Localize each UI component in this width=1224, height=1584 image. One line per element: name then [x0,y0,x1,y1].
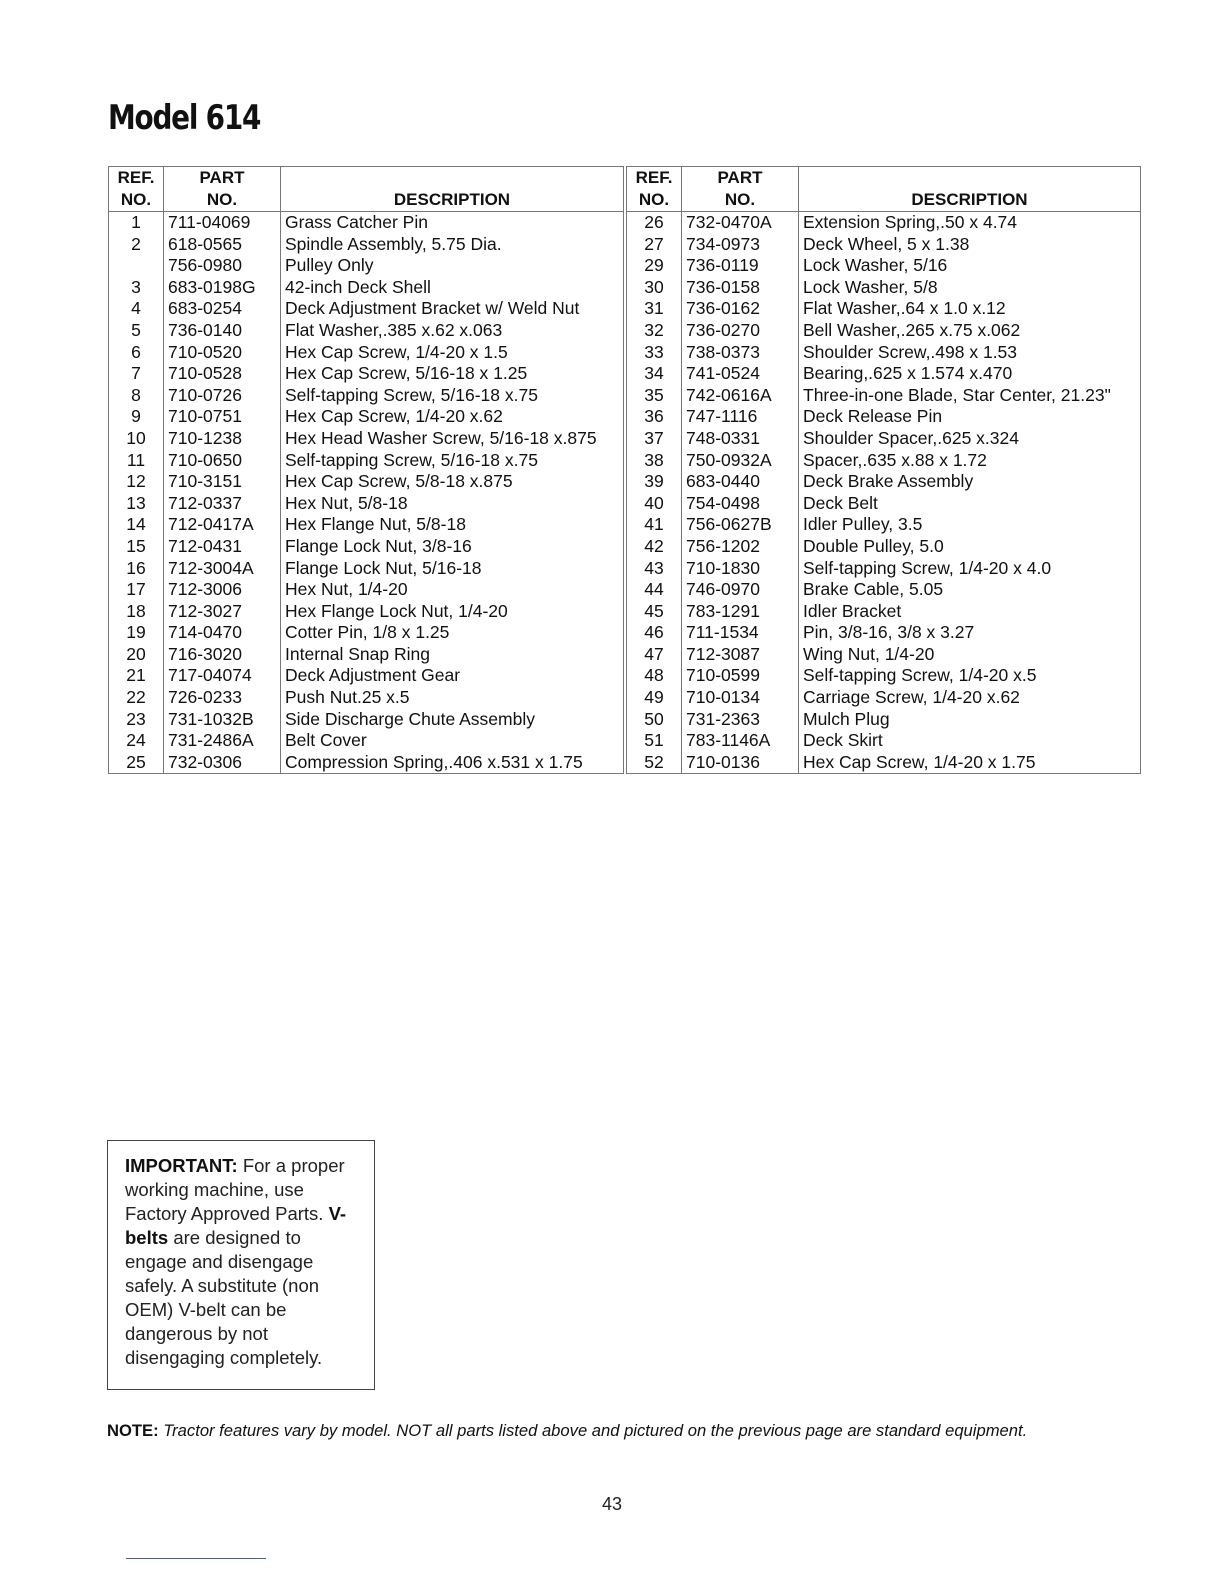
ref-no-cell: 16 [109,558,164,580]
part-no-cell: 736-0140 [164,320,281,342]
table-row [627,320,1141,342]
table-row [627,752,1141,774]
description-cell: Shoulder Spacer,.625 x.324 [799,428,1141,450]
table-row [627,687,1141,709]
table-row [109,536,624,558]
description-cell: Hex Cap Screw, 1/4-20 x 1.5 [281,342,624,364]
ref-no-cell: 18 [109,601,164,623]
table-row [627,212,1141,234]
parts-table-right-body [627,212,1141,774]
ref-no-cell: 14 [109,514,164,536]
ref-no-cell: 35 [627,385,682,407]
part-no-cell: 711-1534 [682,622,799,644]
ref-no-header: REF. NO. [627,167,682,212]
part-no-cell: 736-0119 [682,255,799,277]
ref-no-cell: 29 [627,255,682,277]
part-no-cell: 710-0136 [682,752,799,774]
description-cell: Push Nut.25 x.5 [281,687,624,709]
part-no-cell: 714-0470 [164,622,281,644]
part-no-cell: 741-0524 [682,363,799,385]
part-no-cell: 756-1202 [682,536,799,558]
part-no-header: PART NO. [164,167,281,212]
description-cell: Shoulder Screw,.498 x 1.53 [799,342,1141,364]
description-cell: Hex Nut, 1/4-20 [281,579,624,601]
description-cell: Internal Snap Ring [281,644,624,666]
table-header-row [109,167,624,212]
table-row [109,709,624,731]
description-cell: Extension Spring,.50 x 4.74 [799,212,1141,234]
ref-no-cell [109,255,164,277]
part-no-cell: 742-0616A [682,385,799,407]
table-row [627,385,1141,407]
table-row [627,471,1141,493]
table-row [109,385,624,407]
description-cell: Lock Washer, 5/16 [799,255,1141,277]
table-row [627,536,1141,558]
description-header: DESCRIPTION [281,167,624,212]
part-no-cell: 736-0162 [682,298,799,320]
part-no-cell: 710-3151 [164,471,281,493]
important-label: IMPORTANT: [125,1155,238,1176]
footer-rule [126,1558,266,1559]
ref-no-cell: 27 [627,234,682,256]
part-no-cell: 712-0431 [164,536,281,558]
ref-no-cell: 52 [627,752,682,774]
description-cell: Self-tapping Screw, 5/16-18 x.75 [281,385,624,407]
ref-no-cell: 13 [109,493,164,515]
part-no-cell: 736-0270 [682,320,799,342]
description-cell: Self-tapping Screw, 1/4-20 x 4.0 [799,558,1141,580]
part-no-cell: 746-0970 [682,579,799,601]
table-row [109,298,624,320]
table-row [627,255,1141,277]
ref-no-cell: 3 [109,277,164,299]
description-cell: Deck Wheel, 5 x 1.38 [799,234,1141,256]
note-label: NOTE: [107,1421,159,1440]
ref-no-cell: 48 [627,665,682,687]
part-no-cell: 712-3087 [682,644,799,666]
part-no-cell: 736-0158 [682,277,799,299]
part-no-cell: 748-0331 [682,428,799,450]
description-cell: Three-in-one Blade, Star Center, 21.23" [799,385,1141,407]
part-no-cell: 712-3006 [164,579,281,601]
table-row [109,363,624,385]
ref-no-cell: 24 [109,730,164,752]
description-cell: Spacer,.635 x.88 x 1.72 [799,450,1141,472]
table-row [109,255,624,277]
part-no-cell: 710-1830 [682,558,799,580]
description-cell: Carriage Screw, 1/4-20 x.62 [799,687,1141,709]
table-row [627,493,1141,515]
description-cell: Deck Skirt [799,730,1141,752]
part-no-cell: 717-04074 [164,665,281,687]
part-no-cell: 750-0932A [682,450,799,472]
description-cell: Hex Nut, 5/8-18 [281,493,624,515]
description-cell: Wing Nut, 1/4-20 [799,644,1141,666]
part-no-cell: 754-0498 [682,493,799,515]
ref-no-cell: 22 [109,687,164,709]
ref-no-cell: 50 [627,709,682,731]
description-cell: Hex Cap Screw, 1/4-20 x 1.75 [799,752,1141,774]
part-no-cell: 710-0134 [682,687,799,709]
part-no-cell: 712-0417A [164,514,281,536]
ref-no-cell: 9 [109,406,164,428]
ref-no-cell: 21 [109,665,164,687]
part-no-cell: 683-0254 [164,298,281,320]
description-cell: Belt Cover [281,730,624,752]
ref-no-cell: 26 [627,212,682,234]
table-row [109,428,624,450]
important-text-1: For a proper working machine, use Factory Approved Parts. [125,1155,345,1224]
ref-no-cell: 7 [109,363,164,385]
description-cell: Bearing,.625 x 1.574 x.470 [799,363,1141,385]
ref-no-cell: 4 [109,298,164,320]
table-header-row [627,167,1141,212]
ref-no-header: REF. NO. [109,167,164,212]
ref-no-cell: 19 [109,622,164,644]
part-no-cell: 731-2486A [164,730,281,752]
table-row [627,363,1141,385]
description-cell: Hex Cap Screw, 5/16-18 x 1.25 [281,363,624,385]
ref-no-cell: 31 [627,298,682,320]
part-no-cell: 732-0306 [164,752,281,774]
part-no-cell: 756-0980 [164,255,281,277]
ref-no-cell: 30 [627,277,682,299]
description-cell: Hex Flange Nut, 5/8-18 [281,514,624,536]
table-row [627,342,1141,364]
table-row [109,234,624,256]
table-row [627,406,1141,428]
table-row [627,665,1141,687]
description-cell: Flange Lock Nut, 3/8-16 [281,536,624,558]
description-header: DESCRIPTION [799,167,1141,212]
ref-no-cell: 11 [109,450,164,472]
part-no-cell: 710-0650 [164,450,281,472]
description-cell: Compression Spring,.406 x.531 x 1.75 [281,752,624,774]
part-no-cell: 783-1146A [682,730,799,752]
part-no-cell: 712-3027 [164,601,281,623]
part-no-cell: 732-0470A [682,212,799,234]
description-cell: Side Discharge Chute Assembly [281,709,624,731]
ref-no-cell: 32 [627,320,682,342]
table-row [109,644,624,666]
ref-no-cell: 37 [627,428,682,450]
ref-no-cell: 23 [109,709,164,731]
table-row [627,234,1141,256]
description-cell: Flange Lock Nut, 5/16-18 [281,558,624,580]
part-no-cell: 731-1032B [164,709,281,731]
description-cell: Deck Release Pin [799,406,1141,428]
table-row [627,298,1141,320]
description-cell: Lock Washer, 5/8 [799,277,1141,299]
table-row [109,752,624,774]
table-row [627,709,1141,731]
description-cell: Double Pulley, 5.0 [799,536,1141,558]
part-no-cell: 710-0599 [682,665,799,687]
table-row [627,558,1141,580]
ref-no-cell: 12 [109,471,164,493]
ref-no-cell: 36 [627,406,682,428]
part-no-cell: 710-0520 [164,342,281,364]
description-cell: Deck Belt [799,493,1141,515]
note-text: Tractor features vary by model. NOT all parts listed above and pictured on the previous page are standard equipment. [163,1421,1028,1440]
table-row [109,730,624,752]
table-row [109,601,624,623]
part-no-cell: 734-0973 [682,234,799,256]
table-row [109,665,624,687]
part-no-cell: 783-1291 [682,601,799,623]
part-no-header: PART NO. [682,167,799,212]
ref-no-cell: 20 [109,644,164,666]
table-row [109,687,624,709]
table-row [627,428,1141,450]
part-no-cell: 731-2363 [682,709,799,731]
ref-no-cell: 6 [109,342,164,364]
description-cell: Flat Washer,.385 x.62 x.063 [281,320,624,342]
part-no-cell: 710-0751 [164,406,281,428]
description-cell: Hex Flange Lock Nut, 1/4-20 [281,601,624,623]
table-row [627,601,1141,623]
table-row [627,730,1141,752]
description-cell: Idler Pulley, 3.5 [799,514,1141,536]
part-no-cell: 747-1116 [682,406,799,428]
part-no-cell: 726-0233 [164,687,281,709]
part-no-cell: 712-0337 [164,493,281,515]
ref-no-cell: 17 [109,579,164,601]
ref-no-cell: 10 [109,428,164,450]
ref-no-cell: 49 [627,687,682,709]
ref-no-cell: 46 [627,622,682,644]
description-cell: Hex Cap Screw, 1/4-20 x.62 [281,406,624,428]
table-row [109,320,624,342]
ref-no-cell: 43 [627,558,682,580]
ref-no-cell: 44 [627,579,682,601]
description-cell: Brake Cable, 5.05 [799,579,1141,601]
part-no-cell: 710-0528 [164,363,281,385]
table-row [109,493,624,515]
important-notice-box [107,1140,375,1390]
part-no-cell: 712-3004A [164,558,281,580]
description-cell: Self-tapping Screw, 1/4-20 x.5 [799,665,1141,687]
ref-no-cell: 2 [109,234,164,256]
parts-table-left [108,166,624,774]
ref-no-cell: 40 [627,493,682,515]
description-cell: Self-tapping Screw, 5/16-18 x.75 [281,450,624,472]
ref-no-cell: 41 [627,514,682,536]
table-row [109,212,624,234]
ref-no-cell: 47 [627,644,682,666]
part-no-cell: 710-0726 [164,385,281,407]
part-no-cell: 683-0440 [682,471,799,493]
table-row [109,450,624,472]
table-row [627,622,1141,644]
page-number: 43 [601,1494,623,1514]
part-no-cell: 683-0198G [164,277,281,299]
ref-no-cell: 45 [627,601,682,623]
description-cell: 42-inch Deck Shell [281,277,624,299]
table-row [627,644,1141,666]
part-no-cell: 711-04069 [164,212,281,234]
table-row [109,471,624,493]
description-cell: Flat Washer,.64 x 1.0 x.12 [799,298,1141,320]
description-cell: Deck Adjustment Gear [281,665,624,687]
description-cell: Grass Catcher Pin [281,212,624,234]
description-cell: Mulch Plug [799,709,1141,731]
table-row [109,406,624,428]
table-row [627,579,1141,601]
description-cell: Idler Bracket [799,601,1141,623]
part-no-cell: 716-3020 [164,644,281,666]
ref-no-cell: 34 [627,363,682,385]
important-text-2: are designed to engage and disengage safely. A substitute (non OEM) V-belt can be dangerous by not disengaging completely. [125,1227,323,1368]
ref-no-cell: 1 [109,212,164,234]
table-row [627,450,1141,472]
ref-no-cell: 8 [109,385,164,407]
description-cell: Hex Cap Screw, 5/8-18 x.875 [281,471,624,493]
ref-no-cell: 15 [109,536,164,558]
description-cell: Bell Washer,.265 x.75 x.062 [799,320,1141,342]
table-row [627,277,1141,299]
table-row [627,514,1141,536]
page-title: Model 614 [108,98,261,138]
description-cell: Deck Brake Assembly [799,471,1141,493]
ref-no-cell: 51 [627,730,682,752]
ref-no-cell: 38 [627,450,682,472]
table-row [109,514,624,536]
ref-no-cell: 39 [627,471,682,493]
important-vbelts-label: V-belts [125,1203,347,1248]
ref-no-cell: 33 [627,342,682,364]
description-cell: Deck Adjustment Bracket w/ Weld Nut [281,298,624,320]
table-row [109,342,624,364]
part-no-cell: 710-1238 [164,428,281,450]
table-row [109,579,624,601]
description-cell: Pulley Only [281,255,624,277]
parts-table-right [626,166,1141,774]
table-row [109,277,624,299]
ref-no-cell: 5 [109,320,164,342]
note-footer [107,1421,1117,1441]
description-cell: Spindle Assembly, 5.75 Dia. [281,234,624,256]
description-cell: Cotter Pin, 1/8 x 1.25 [281,622,624,644]
part-no-cell: 756-0627B [682,514,799,536]
ref-no-cell: 42 [627,536,682,558]
part-no-cell: 618-0565 [164,234,281,256]
table-row [109,622,624,644]
part-no-cell: 738-0373 [682,342,799,364]
description-cell: Hex Head Washer Screw, 5/16-18 x.875 [281,428,624,450]
parts-table-left-body [109,212,624,774]
description-cell: Pin, 3/8-16, 3/8 x 3.27 [799,622,1141,644]
table-row [109,558,624,580]
ref-no-cell: 25 [109,752,164,774]
